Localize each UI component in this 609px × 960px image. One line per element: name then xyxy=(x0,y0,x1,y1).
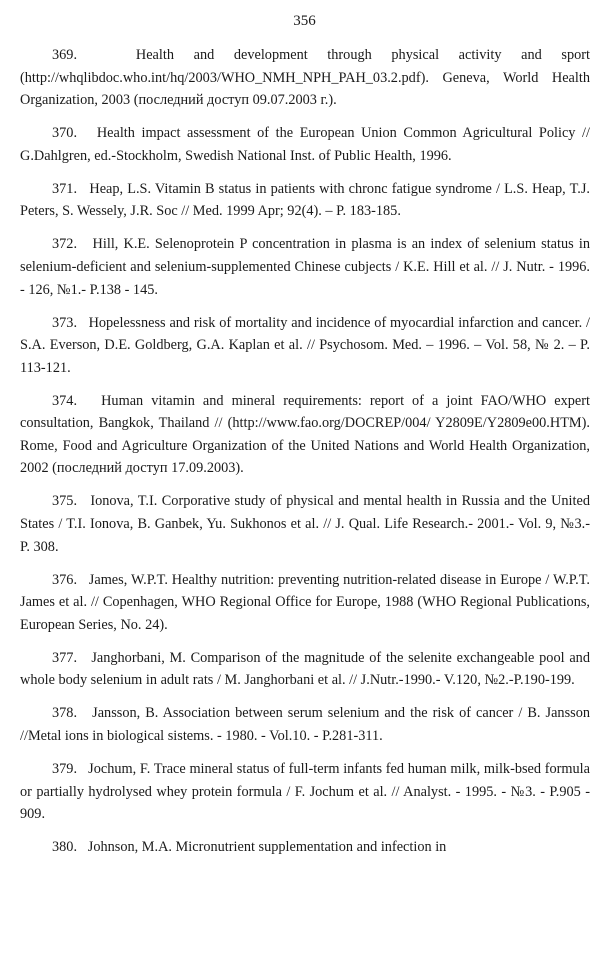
reference-text: Johnson, M.A. Micronutrient supplementation and infection in xyxy=(87,839,447,856)
reference-item xyxy=(20,233,590,301)
reference-item xyxy=(20,44,590,112)
reference-number: 379. xyxy=(52,760,78,777)
reference-text: Jansson, B. Association between serum selenium and the risk of cancer / B. Jansson //Metal ions in biological sistems. - 1980. - Vol.10. - P.281-311. xyxy=(20,705,590,744)
reference-number: 373. xyxy=(52,314,78,331)
reference-number: 370. xyxy=(52,125,78,142)
reference-text: Human vitamin and mineral requirements: report of a joint FAO/WHO expert consultation, Bangkok, Thailand // (http://www.fao.org/DOCREP/004/ Y2809E/Y2809e00.HTM). Rome, Food and Agriculture Organization of the United Nations and World Health Organization, 2002 (последний доступ 17.09.2003). xyxy=(20,392,590,477)
reference-item xyxy=(20,702,590,747)
reference-item xyxy=(20,490,590,558)
reference-number: 377. xyxy=(52,649,78,666)
reference-item xyxy=(20,569,590,637)
page-number: 356 xyxy=(293,13,316,29)
reference-number: 371. xyxy=(52,180,78,197)
reference-number: 369. xyxy=(52,47,78,63)
reference-text: Health impact assessment of the European Union Common Agricultural Policy // G.Dahlgren, ed.-Stockholm, Swedish National Inst. of Public Health, 1996. xyxy=(20,125,590,164)
reference-number: 374. xyxy=(52,392,78,409)
reference-item xyxy=(20,836,590,859)
reference-text: Ionova, T.I. Corporative study of physical and mental health in Russia and the United States / T.I. Ionova, B. Ganbek, Yu. Sukhonos et al. // J. Qual. Life Research.- 2001.- Vol. 9, №3.- P. 308. xyxy=(20,493,590,555)
reference-number: 380. xyxy=(52,839,78,856)
reference-list xyxy=(20,44,590,869)
reference-text: Heap, L.S. Vitamin B status in patients with chronc fatigue syndrome / L.S. Heap, T.J. Peters, S. Wessely, J.R. Soc // Med. 1999 Apr; 92(4). – P. 183-185. xyxy=(20,180,590,220)
reference-text: James, W.P.T. Healthy nutrition: preventing nutrition-related disease in Europe / W.P.T. James et al. // Copenhagen, WHO Regional Office for Europe, 1988 (WHO Regional Publications, European Series, No. 24). xyxy=(20,571,590,633)
reference-item xyxy=(20,390,590,480)
reference-number: 372. xyxy=(52,236,78,253)
reference-text: Hopelessness and risk of mortality and incidence of myocardial infarction and cancer. / S.A. Everson, D.E. Goldberg, G.A. Kaplan et al. // Psychosom. Med. – 1996. – Vol. 58, № 2. – P. 113-121. xyxy=(20,314,590,376)
reference-item xyxy=(20,647,590,692)
reference-number: 376. xyxy=(52,571,78,588)
reference-text: Hill, K.E. Selenoprotein P concentration in plasma is an index of selenium status in selenium-deficient and selenium-supplemented Chinese cubjects / K.E. Hill et al. // J. Nutr. - 1996. - 126, №1.- P.138 - 145. xyxy=(20,236,590,298)
reference-number: 375. xyxy=(52,493,78,510)
reference-text: Janghorbani, M. Comparison of the magnitude of the selenite exchangeable pool and whole body selenium in adult rats / M. Janghorbani et al. // J.Nutr.-1990.- V.120, №2.-P.190-199. xyxy=(20,649,590,689)
reference-text: Jochum, F. Trace mineral status of full-term infants fed human milk, milk-bsed formula or partially hydrolysed whey protein formula / F. Jochum et al. // Analyst. - 1995. - №3. - P.905 - 909. xyxy=(20,760,590,823)
reference-item xyxy=(20,122,590,167)
reference-number: 378. xyxy=(52,705,78,722)
reference-item xyxy=(20,758,590,826)
reference-item xyxy=(20,312,590,380)
reference-text: Health and development through physical activity and sport (http://whqlibdoc.who.int/hq/2003/WHO_NMH_NPH_PAH_03.2.pdf). Geneva, World Health Organization, 2003 (последний доступ 09.07.2003 г.). xyxy=(20,47,590,109)
reference-item xyxy=(20,178,590,223)
